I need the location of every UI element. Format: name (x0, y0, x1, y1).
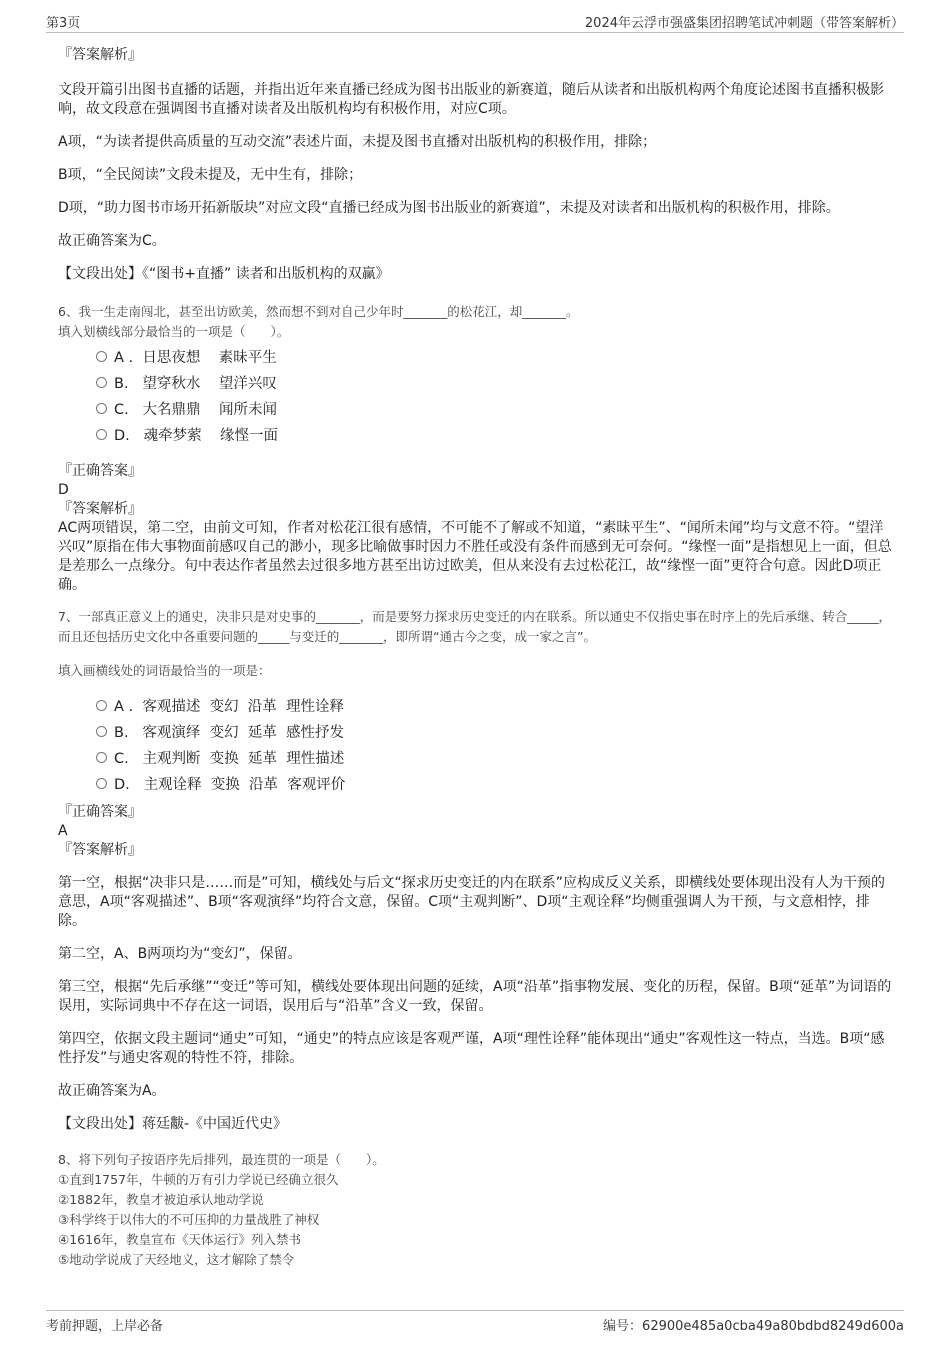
q7-option-b[interactable]: B. 客观演绎 变幻 延革 感性抒发 (58, 719, 894, 745)
q6-option-c[interactable]: C. 大名鼎鼎 闻所未闻 (58, 396, 894, 422)
q6-answer: D (58, 482, 69, 498)
radio-icon[interactable] (96, 726, 107, 737)
q8-stem: 8、将下列句子按语序先后排列，最连贯的一项是（ ）。 (58, 1152, 385, 1167)
q6-analysis: AC两项错误，第二空，由前文可知，作者对松花江很有感情，不可能不了解或不知道，“素昧平生”、“闻所未闻”均与文意不符。“望洋兴叹”原指在伟大事物面前感叹自己的渺小，现多比喻做事时因力不胜任或没有条件而感到无可奈何。“缘悭一面”是指想见上一面，但总是差那么一点缘分。句中表达作者虽然去过很多地方甚至出访过欧美，但从来没有去过松花江，故“缘悭一面”更符合句意。因此D项正确。 (58, 520, 892, 593)
q7-answer-label: 『正确答案』 (58, 804, 142, 820)
q6-analysis-label: 『答案解析』 (58, 501, 142, 517)
q5-analysis-b: B项，“全民阅读”文段未提及，无中生有，排除； (58, 167, 363, 183)
document-body (58, 44, 894, 1270)
q5-source: 【文段出处】《“图书+直播” 读者和出版机构的双赢》 (58, 266, 390, 282)
page-header (46, 12, 904, 33)
q5-analysis-label: 『答案解析』 (58, 47, 142, 63)
q8-item-3: ③科学终于以伟大的不可压抑的力量战胜了神权 (58, 1212, 320, 1227)
q8-item-1: ①直到1757年，牛顿的万有引力学说已经确立很久 (58, 1172, 339, 1187)
page-number: 第3页 (46, 16, 81, 31)
q6-option-b[interactable]: B. 望穿秋水 望洋兴叹 (58, 370, 894, 396)
q7-conclusion: 故正确答案为A。 (58, 1083, 166, 1099)
footer-serial: 编号：62900e485a0cba49a80bdbd8249d600a (603, 1319, 904, 1334)
q7-analysis-p3: 第三空，根据“先后承继”“变迁”等可知，横线处要体现出问题的延续，A项“沿革”指事物发展、变化的历程，保留。B项“延革”为词语的误用，实际词典中不存在这一词语，误用后与“沿革”含义一致，保留。 (58, 979, 892, 1014)
q5-analysis-a: A项，“为读者提供高质量的互动交流”表述片面，未提及图书直播对出版机构的积极作用，排除； (58, 134, 657, 150)
q6-option-d[interactable]: D. 魂牵梦萦 缘悭一面 (58, 422, 894, 448)
radio-icon[interactable] (96, 778, 107, 789)
q6-stem: 6、我一生走南闯北，甚至出访欧美，然而想不到对自己少年时_______的松花江，却_______。 (58, 304, 579, 319)
radio-icon[interactable] (96, 351, 107, 362)
q7-analysis-label: 『答案解析』 (58, 842, 142, 858)
q7-source: 【文段出处】蒋廷黻-《中国近代史》 (58, 1116, 288, 1132)
q8-item-4: ④1616年，教皇宣布《天体运行》列入禁书 (58, 1232, 302, 1247)
q5-analysis-p1: 文段开篇引出图书直播的话题，并指出近年来直播已经成为图书出版业的新赛道，随后从读者和出版机构两个角度论述图书直播积极影响，故文段意在强调图书直播对读者及出版机构均有积极作用，对应C项。 (58, 82, 884, 117)
document-title: 2024年云浮市强盛集团招聘笔试冲刺题（带答案解析） (584, 16, 904, 31)
q8-item-2: ②1882年，教皇才被迫承认地动学说 (58, 1192, 264, 1207)
q7-analysis-p1: 第一空，根据“决非只是……而是”可知，横线处与后文“探求历史变迁的内在联系”应构成反义关系，即横线处要体现出没有人为干预的意思，A项“客观描述”、B项“客观演绎”均符合文意，保留。C项“主观判断”、D项“主观诠释”均侧重强调人为干预，与文意相悖，排除。 (58, 875, 886, 929)
page-footer (46, 1310, 904, 1335)
radio-icon[interactable] (96, 429, 107, 440)
q7-analysis-p2: 第二空，A、B两项均为“变幻”，保留。 (58, 946, 302, 962)
q7-option-d[interactable]: D. 主观诠释 变换 沿革 客观评价 (58, 771, 894, 797)
footer-slogan: 考前押题，上岸必备 (46, 1319, 164, 1334)
q8-item-5: ⑤地动学说成了天经地义，这才解除了禁令 (58, 1252, 295, 1267)
q5-analysis-d: D项，“助力图书市场开拓新版块”对应文段“直播已经成为图书出版业的新赛道”，未提及对读者和出版机构的积极作用，排除。 (58, 200, 840, 216)
q7-answer: A (58, 823, 68, 839)
q6-instruction: 填入划横线部分最恰当的一项是（ ）。 (58, 324, 290, 339)
q7-options (58, 693, 894, 797)
radio-icon[interactable] (96, 700, 107, 711)
q7-option-a[interactable]: A . 客观描述 变幻 沿革 理性诠释 (58, 693, 894, 719)
radio-icon[interactable] (96, 752, 107, 763)
q7-option-c[interactable]: C. 主观判断 变换 延革 理性描述 (58, 745, 894, 771)
radio-icon[interactable] (96, 377, 107, 388)
q6-answer-label: 『正确答案』 (58, 463, 142, 479)
q7-stem: 7、一部真正意义上的通史，决非只是对史事的_______，而是要努力探求历史变迁的内在联系。所以通史不仅指史事在时序上的先后承继、转合_____，而且还包括历史文化中各重要问题的_____与变迁的_______，即所谓“通古今之变，成一家之言”。 (58, 609, 891, 644)
q7-instruction: 填入画横线处的词语最恰当的一项是： (58, 663, 271, 678)
q6-option-a[interactable]: A . 日思夜想 素昧平生 (58, 344, 894, 370)
radio-icon[interactable] (96, 403, 107, 414)
q5-conclusion: 故正确答案为C。 (58, 233, 166, 249)
q6-options (58, 344, 894, 448)
q7-analysis-p4: 第四空，依据文段主题词“通史”可知，“通史”的特点应该是客观严谨，A项“理性诠释”能体现出“通史”客观性这一特点，当选。B项“感性抒发”与通史客观的特性不符，排除。 (58, 1031, 885, 1066)
